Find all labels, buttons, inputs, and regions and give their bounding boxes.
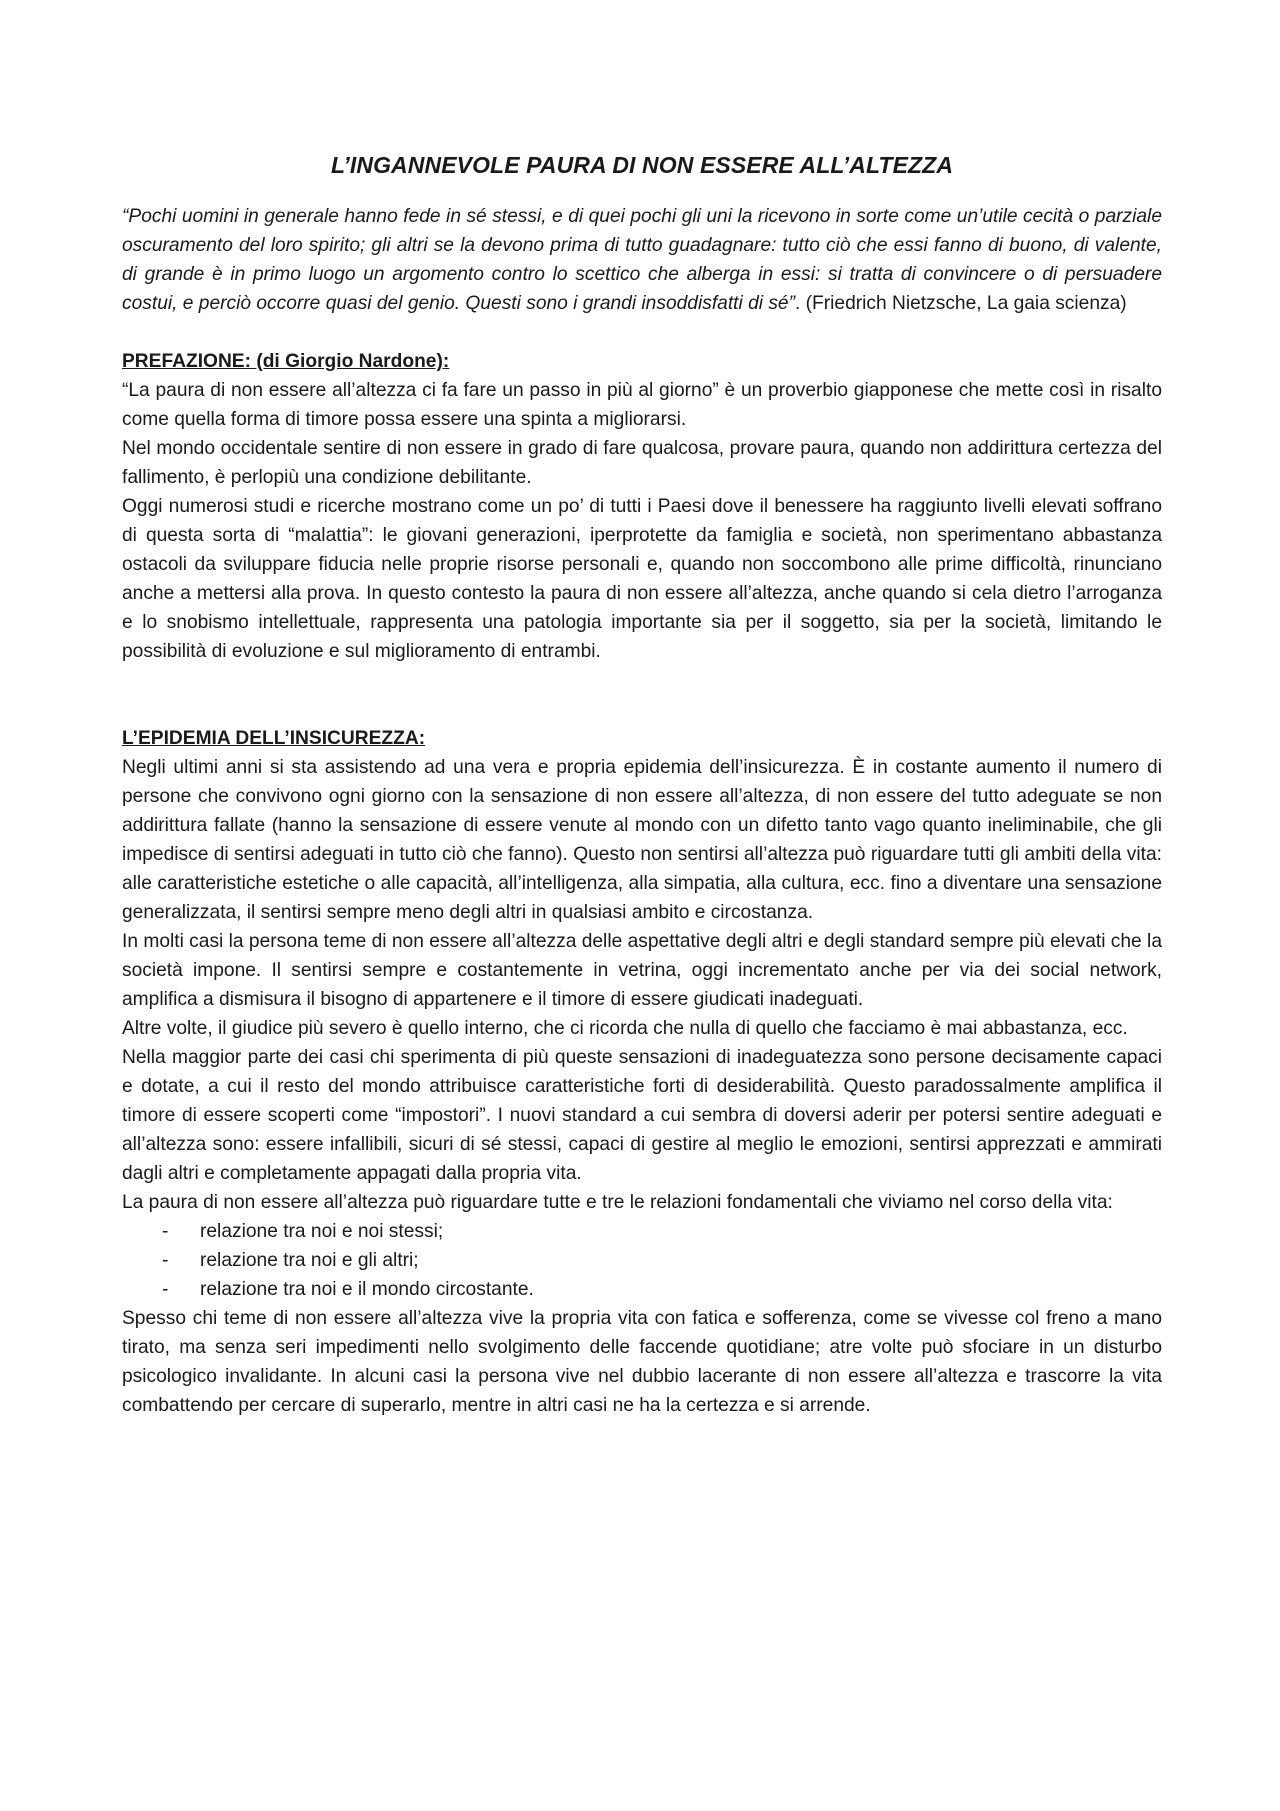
bullet-marker: -	[162, 1221, 169, 1242]
list-item-text: relazione tra noi e gli altri;	[200, 1250, 419, 1271]
epigraph-quote: “Pochi uomini in generale hanno fede in sé stessi, e di quei pochi gli uni la ricevono in sorte come un’utile cecità o parziale oscuramento del loro spirito; gli altri se la devono prima di tutto guadagnare: tutto ciò che essi fanno di buono, di valente, di grande è in primo luogo un argomento contro lo scettico che alberga in essi: si tratta di convincere o di persuadere costui, e perciò occorre quasi del genio. Questi sono i grandi insoddisfatti di sé”	[122, 206, 1162, 314]
epidemic-paragraph: Negli ultimi anni si sta assistendo ad una vera e propria epidemia dell’insicurezza. È in costante aumento il numero di persone che convivono ogni giorno con la sensazione di non essere all’altezza, di non essere del tutto adeguate se non addirittura fallate (hanno la sensazione di essere venute al mondo con un difetto tanto vago quanto ineliminabile, che gli impedisce di sentirsi adeguati in tutto ciò che fanno). Questo non sentirsi all’altezza può riguardare tutti gli ambiti della vita: alle caratteristiche estetiche o alle capacità, all’intelligenza, alla simpatia, alla cultura, ecc. fino a diventare una sensazione generalizzata, il sentirsi sempre meno degli altri in qualsiasi ambito e circostanza.	[122, 757, 1162, 923]
spacer	[122, 666, 1162, 724]
list-item	[122, 1275, 1162, 1304]
preface-paragraph: Nel mondo occidentale sentire di non essere in grado di fare qualcosa, provare paura, quando non addirittura certezza del fallimento, è perlopiù una condizione debilitante.	[122, 438, 1162, 488]
epidemic-section	[122, 724, 1162, 1420]
list-item-text: relazione tra noi e noi stessi;	[200, 1221, 444, 1242]
epidemic-closing-paragraph: Spesso chi teme di non essere all’altezza vive la propria vita con fatica e sofferenza, come se vivesse col freno a mano tirato, ma senza seri impedimenti nello svolgimento delle faccende quotidiane; atre volte può sfociare in un disturbo psicologico invalidante. In alcuni casi la persona vive nel dubbio lacerante di non essere all’altezza e trascorre la vita combattendo per cercare di superarlo, mentre in altri casi ne ha la certezza e si arrende.	[122, 1308, 1162, 1416]
preface-paragraph: “La paura di non essere all’altezza ci fa fare un passo in più al giorno” è un proverbio giapponese che mette così in risalto come quella forma di timore possa essere una spinta a migliorarsi.	[122, 380, 1162, 430]
epidemic-paragraph: In molti casi la persona teme di non essere all’altezza delle aspettative degli altri e degli standard sempre più elevati che la società impone. Il sentirsi sempre e costantemente in vetrina, oggi incrementato anche per via dei social network, amplifica a dismisura il bisogno di appartenere e il timore di essere giudicati inadeguati.	[122, 931, 1162, 1010]
epigraph	[122, 202, 1162, 318]
epidemic-heading: L’EPIDEMIA DELL’INSICUREZZA:	[122, 728, 426, 749]
preface-section	[122, 347, 1162, 666]
list-item-text: relazione tra noi e il mondo circostante.	[200, 1279, 534, 1300]
list-item	[122, 1246, 1162, 1275]
document-page	[122, 150, 1162, 1420]
document-title: L’INGANNEVOLE PAURA DI NON ESSERE ALL’ALTEZZA	[330, 152, 954, 178]
epidemic-paragraph: Altre volte, il giudice più severo è quello interno, che ci ricorda che nulla di quello che facciamo è mai abbastanza, ecc.	[122, 1018, 1128, 1039]
epidemic-paragraph: Nella maggior parte dei casi chi sperimenta di più queste sensazioni di inadeguatezza sono persone decisamente capaci e dotate, a cui il resto del mondo attribuisce caratteristiche forti di desiderabilità. Questo paradossalmente amplifica il timore di essere scoperti come “impostori”. I nuovi standard a cui sembra di doversi aderir per potersi sentire adeguati e all’altezza sono: essere infallibili, sicuri di sé stessi, capaci di gestire al meglio le emozioni, sentirsi apprezzati e ammirati dagli altri e completamente appagati dalla propria vita.	[122, 1047, 1162, 1184]
epigraph-source: . (Friedrich Nietzsche, La gaia scienza)	[795, 293, 1127, 314]
spacer	[122, 318, 1162, 347]
bullet-marker: -	[162, 1279, 169, 1300]
epidemic-paragraph: La paura di non essere all’altezza può riguardare tutte e tre le relazioni fondamentali che viviamo nel corso della vita:	[122, 1192, 1113, 1213]
bullet-marker: -	[162, 1250, 169, 1271]
preface-heading: PREFAZIONE: (di Giorgio Nardone):	[122, 351, 450, 372]
list-item	[122, 1217, 1162, 1246]
relations-list	[122, 1217, 1162, 1304]
preface-paragraph: Oggi numerosi studi e ricerche mostrano come un po’ di tutti i Paesi dove il benessere ha raggiunto livelli elevati soffrano di questa sorta di “malattia”: le giovani generazioni, iperprotette da famiglia e società, non sperimentano abbastanza ostacoli da sviluppare fiducia nelle proprie risorse personali e, quando non soccombono alle prime difficoltà, rinunciano anche a mettersi alla prova. In questo contesto la paura di non essere all’altezza, anche quando si cela dietro l’arroganza e lo snobismo intellettuale, rappresenta una patologia importante sia per il soggetto, sia per la società, limitando le possibilità di evoluzione e sul miglioramento di entrambi.	[122, 496, 1162, 662]
